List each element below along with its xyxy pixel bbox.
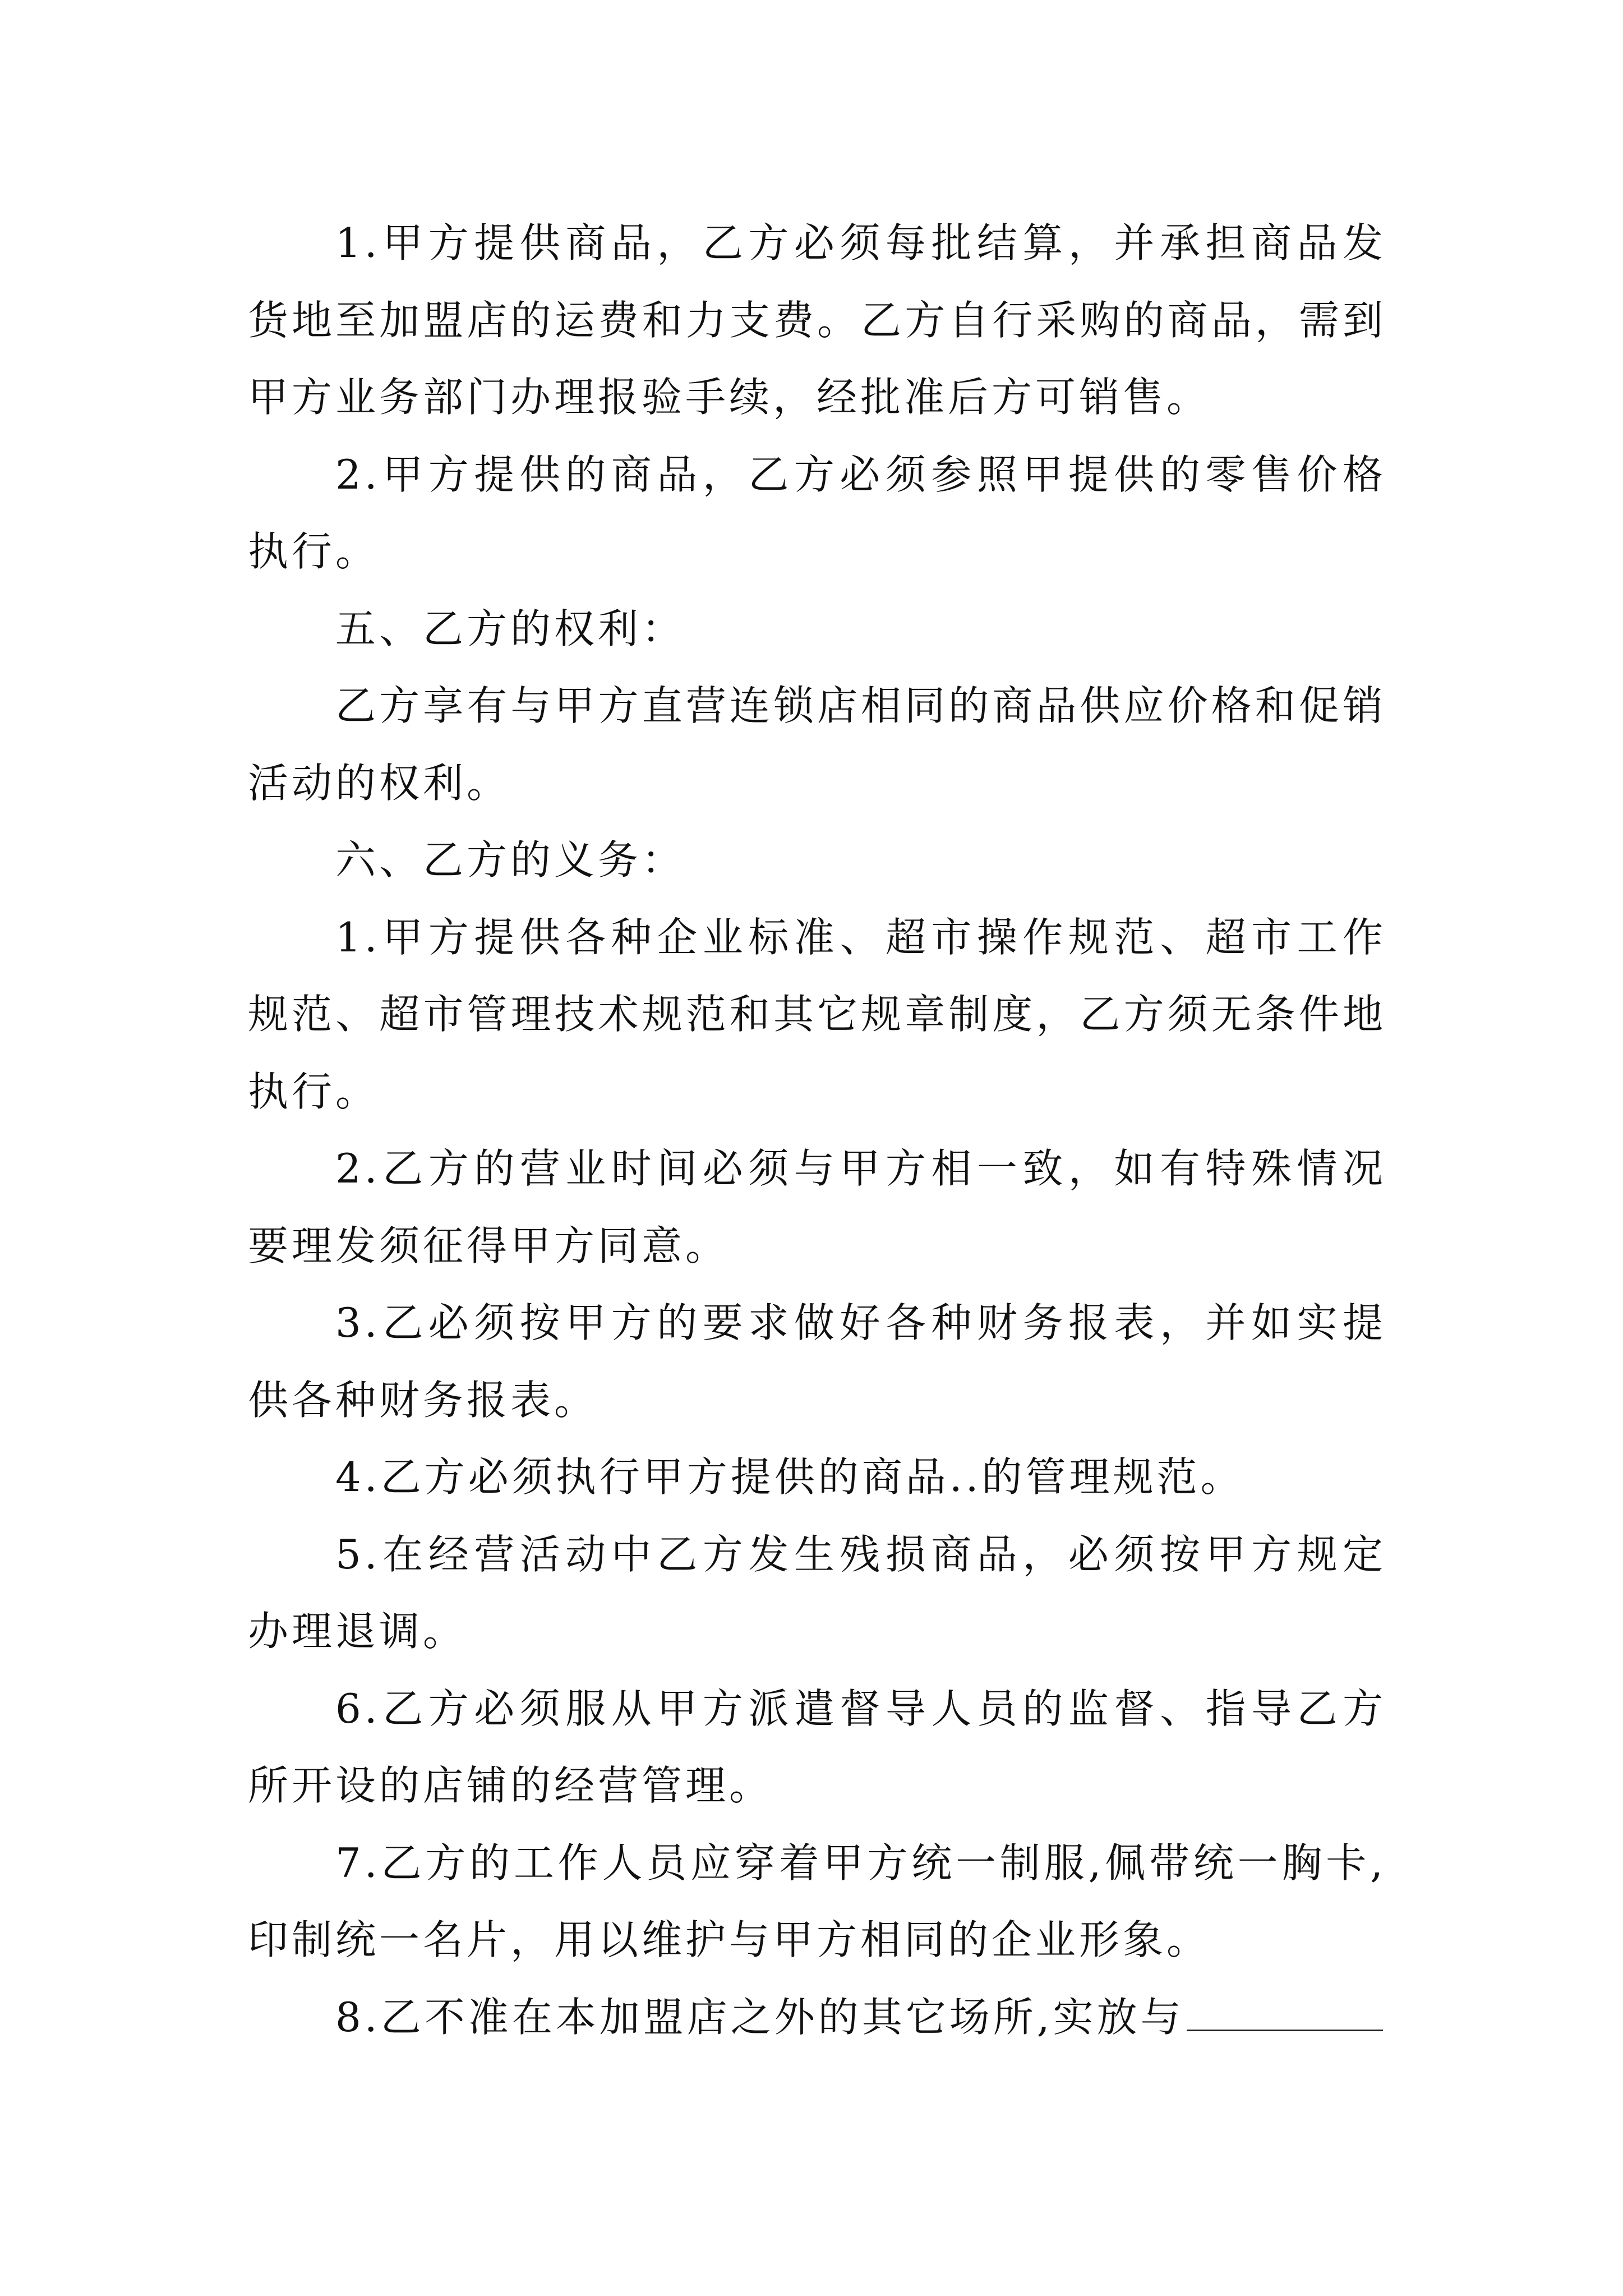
section-heading-obligations: 六、乙方的义务： <box>335 836 686 884</box>
obligation-item-5: 5.在经营活动中乙方发生残损商品，必须按甲方规定办理退调。 <box>248 1530 1386 1655</box>
obligation-item-3: 3.乙必须按甲方的要求做好各种财务报表，并如实提供各种财务报表。 <box>248 1299 1386 1424</box>
obligation-item-6: 6.乙方必须服从甲方派遣督导人员的监督、指导乙方所开设的店铺的经营管理。 <box>248 1685 1386 1809</box>
obligation-item-4: 4.乙方必须执行甲方提供的商品..的管理规范。 <box>335 1453 1244 1501</box>
obligation-item-7: 7.乙方的工作人员应穿着甲方统一制服,佩带统一胸卡,印制统一名片，用以维护与甲方相同的企业形象。 <box>248 1839 1386 1963</box>
document-body <box>248 205 1386 2056</box>
section-heading-rights: 五、乙方的权利： <box>335 605 686 652</box>
obligation-item-8 <box>248 1979 1386 2056</box>
paragraph-item-1: 1.甲方提供商品，乙方必须每批结算，并承担商品发货地至加盟店的运费和力支费。乙方自行采购的商品，需到甲方业务部门办理报验手续，经批准后方可销售。 <box>248 219 1386 421</box>
obligation-item-8-text: 8.乙不准在本加盟店之外的其它场所,实放与 <box>335 1993 1184 2041</box>
obligation-item-2: 2.乙方的营业时间必须与甲方相一致，如有特殊情况要理发须征得甲方同意。 <box>248 1145 1386 1269</box>
fill-in-blank-line <box>1187 1989 1383 2031</box>
obligation-item-1: 1.甲方提供各种企业标准、超市操作规范、超市工作规范、超市管理技术规范和其它规章制度，乙方须无条件地执行。 <box>248 913 1386 1115</box>
paragraph-item-2: 2.甲方提供的商品，乙方必须参照甲提供的零售价格执行。 <box>248 450 1386 575</box>
paragraph-rights: 乙方享有与甲方直营连锁店相同的商品供应价格和促销活动的权利。 <box>248 682 1386 807</box>
